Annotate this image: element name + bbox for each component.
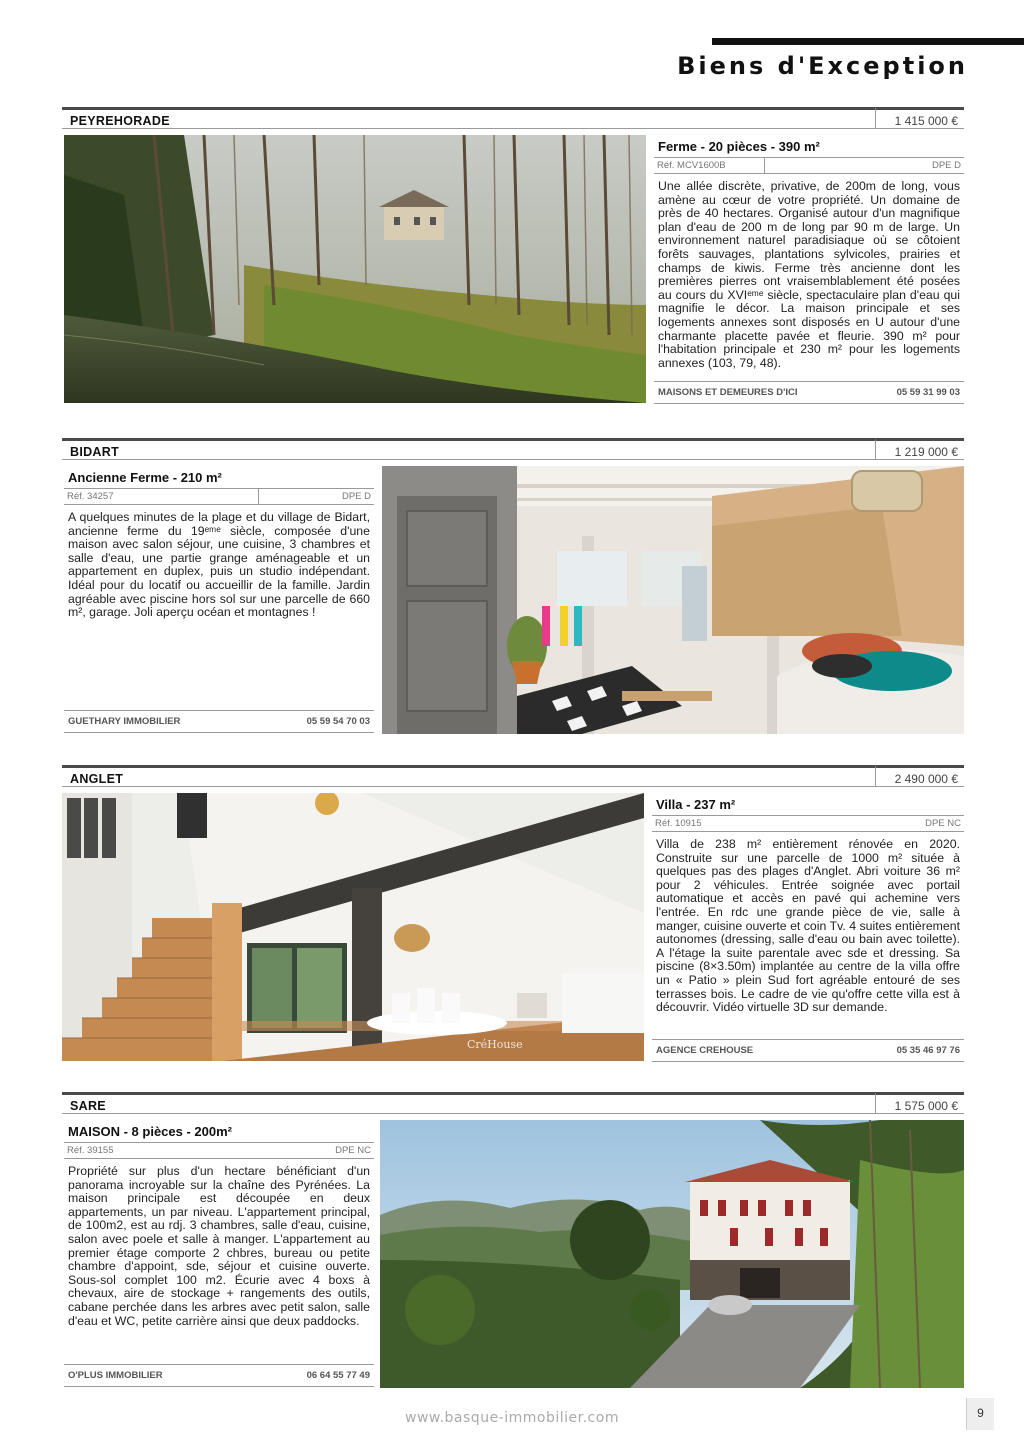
agency-phone: 05 59 31 99 03 xyxy=(896,387,960,398)
listing-sare xyxy=(62,1092,964,1392)
price-box xyxy=(875,107,964,129)
location-label: PEYREHORADE xyxy=(70,114,170,128)
ref-divider xyxy=(764,158,765,173)
agency-phone: 05 35 46 97 76 xyxy=(896,1045,960,1056)
price: 1 575 000 € xyxy=(894,1099,958,1113)
price-box xyxy=(875,1092,964,1114)
property-title: Villa - 237 m² xyxy=(652,793,964,816)
agency-phone: 06 64 55 77 49 xyxy=(306,1370,370,1381)
agency-phone: 05 59 54 70 03 xyxy=(306,716,370,727)
ref-row xyxy=(652,816,964,832)
reference: Réf. 34257 xyxy=(67,491,114,502)
ref-row xyxy=(64,489,374,505)
listing-info xyxy=(654,135,964,403)
price-box xyxy=(875,438,964,460)
property-description: A quelques minutes de la plage et du village de Bidart, ancienne ferme du 19ᵉᵐᵉ siècle, composée d'une maison avec salon séjour, une cuisine, 3 chambres et salle d'eau, une partie grange aménageable et un appartement en duplex, puis un studio indépendant. Idéal pour du locatif ou accueillir de la famille. Jardin agréable avec piscine hors sol sur une parcelle de 660 m², garage. Joli aperçu océan et montagnes ! xyxy=(68,510,370,620)
ref-row xyxy=(654,158,964,174)
location-label: ANGLET xyxy=(70,772,124,786)
listing-peyrehorade xyxy=(62,107,964,407)
property-description: Villa de 238 m² entièrement rénovée en 2020. Construite sur une parcelle de 1000 m² située à quelques pas des plages d'Anglet. Abri voiture 36 m² pour 2 véhicules. Entrée soignée avec portail automatique et accès en pavé qui achemine vers l'entrée. En rdc une grande pièce de vie, salle à manger, cuisine ouverte et coin Tv. 4 suites entièrement autonomes (dressing, salle d'eau ou bain avec toilette). A l'étage la suite parentale avec sde et dressing. Sa piscine (8×3.50m) implantée au centre de la villa offre un « Patio » plein Sud fort agréable entouré de ses terrasses bois. Le cadre de vie qu'offre cette villa est à découvrir. Vidéo virtuelle 3D sur demande. xyxy=(656,837,960,1015)
agency-name: AGENCE CREHOUSE xyxy=(656,1045,754,1056)
property-photo xyxy=(380,1120,964,1388)
agency-name: O'PLUS IMMOBILIER xyxy=(68,1370,163,1381)
ref-row xyxy=(64,1143,374,1159)
magazine-section-title: Biens d'Exception xyxy=(677,52,968,80)
listing-bidart xyxy=(62,438,964,738)
location-header xyxy=(62,765,875,787)
price: 2 490 000 € xyxy=(894,772,958,786)
property-description: Une allée discrète, privative, de 200m de long, vous amène au cœur de votre propriété. Un domaine de près de 40 hectares. Organisé autour d'un magnifique plan d'eau de 200 m de long par 90 m de large. Un environnement naturel paradisiaque où se côtoient forêts sauvages, plantations sylvicoles, prairies et champs de kiwis. Ferme très ancienne dont les premières pierres ont vraisemblablement été posées au cours du XVIᵉᵐᵉ siècle, spectaculaire plan d'eau qui magnifie le décor. La maison principale et ses logements annexes sont disposés en U autour d'une charmante placette pavée et fleurie. 390 m² pour l'habitation principale et 230 m² pour les logements annexes (103, 79, 48). xyxy=(658,179,960,370)
location-label: BIDART xyxy=(70,445,120,459)
header-rule xyxy=(712,38,1024,45)
location-header xyxy=(62,107,875,129)
ref-divider xyxy=(258,489,259,504)
agency-row xyxy=(64,710,374,733)
photo-watermark: CréHouse xyxy=(467,1038,523,1051)
dpe-rating: DPE D xyxy=(931,160,961,171)
dpe-rating: DPE NC xyxy=(925,818,961,829)
dpe-rating: DPE NC xyxy=(335,1145,371,1156)
listing-info xyxy=(64,1120,374,1388)
property-photo xyxy=(382,466,964,734)
price-box xyxy=(875,765,964,787)
listing-info xyxy=(652,793,964,1061)
property-photo xyxy=(64,135,646,403)
agency-name: MAISONS ET DEMEURES D'ICI xyxy=(658,387,798,398)
dpe-rating: DPE D xyxy=(341,491,371,502)
property-photo xyxy=(62,793,644,1061)
listing-anglet xyxy=(62,765,964,1065)
agency-name: GUETHARY IMMOBILIER xyxy=(68,716,181,727)
location-header xyxy=(62,438,875,460)
footer-website: www.basque-immobilier.com xyxy=(405,1410,619,1426)
property-title: Ancienne Ferme - 210 m² xyxy=(64,466,374,489)
agency-row xyxy=(64,1364,374,1387)
agency-row xyxy=(652,1039,964,1062)
property-title: Ferme - 20 pièces - 390 m² xyxy=(654,135,964,158)
reference: Réf. MCV1600B xyxy=(657,160,726,171)
price: 1 219 000 € xyxy=(894,445,958,459)
agency-row xyxy=(654,381,964,404)
listing-info xyxy=(64,466,374,734)
location-label: SARE xyxy=(70,1099,106,1113)
property-description: Propriété sur plus d'un hectare bénéficiant d'un panorama incroyable sur la chaîne des Pyrénées. La maison principale est découpée en deux appartements, un par niveau. L'appartement principal, de 100m2, est au rdj. 3 chambres, salle d'eau, cuisine, salon avec poele et salle à manger. L'appartement au premier étage comporte 2 chbres, bureau ou petite chambre d'appoint, sde, séjour et cuisine ouverte. Sous-sol complet 100 m2. Écurie avec 4 boxs à chevaux, aire de stockage + rangements des outils, cabane perchée dans les arbres avec petit salon, salle d'eau et WC, petite carrière ainsi que deux paddocks. xyxy=(68,1164,370,1328)
price: 1 415 000 € xyxy=(894,114,958,128)
page-number: 9 xyxy=(966,1398,994,1430)
reference: Réf. 10915 xyxy=(655,818,702,829)
location-header xyxy=(62,1092,875,1114)
reference: Réf. 39155 xyxy=(67,1145,114,1156)
property-title: MAISON - 8 pièces - 200m² xyxy=(64,1120,374,1143)
